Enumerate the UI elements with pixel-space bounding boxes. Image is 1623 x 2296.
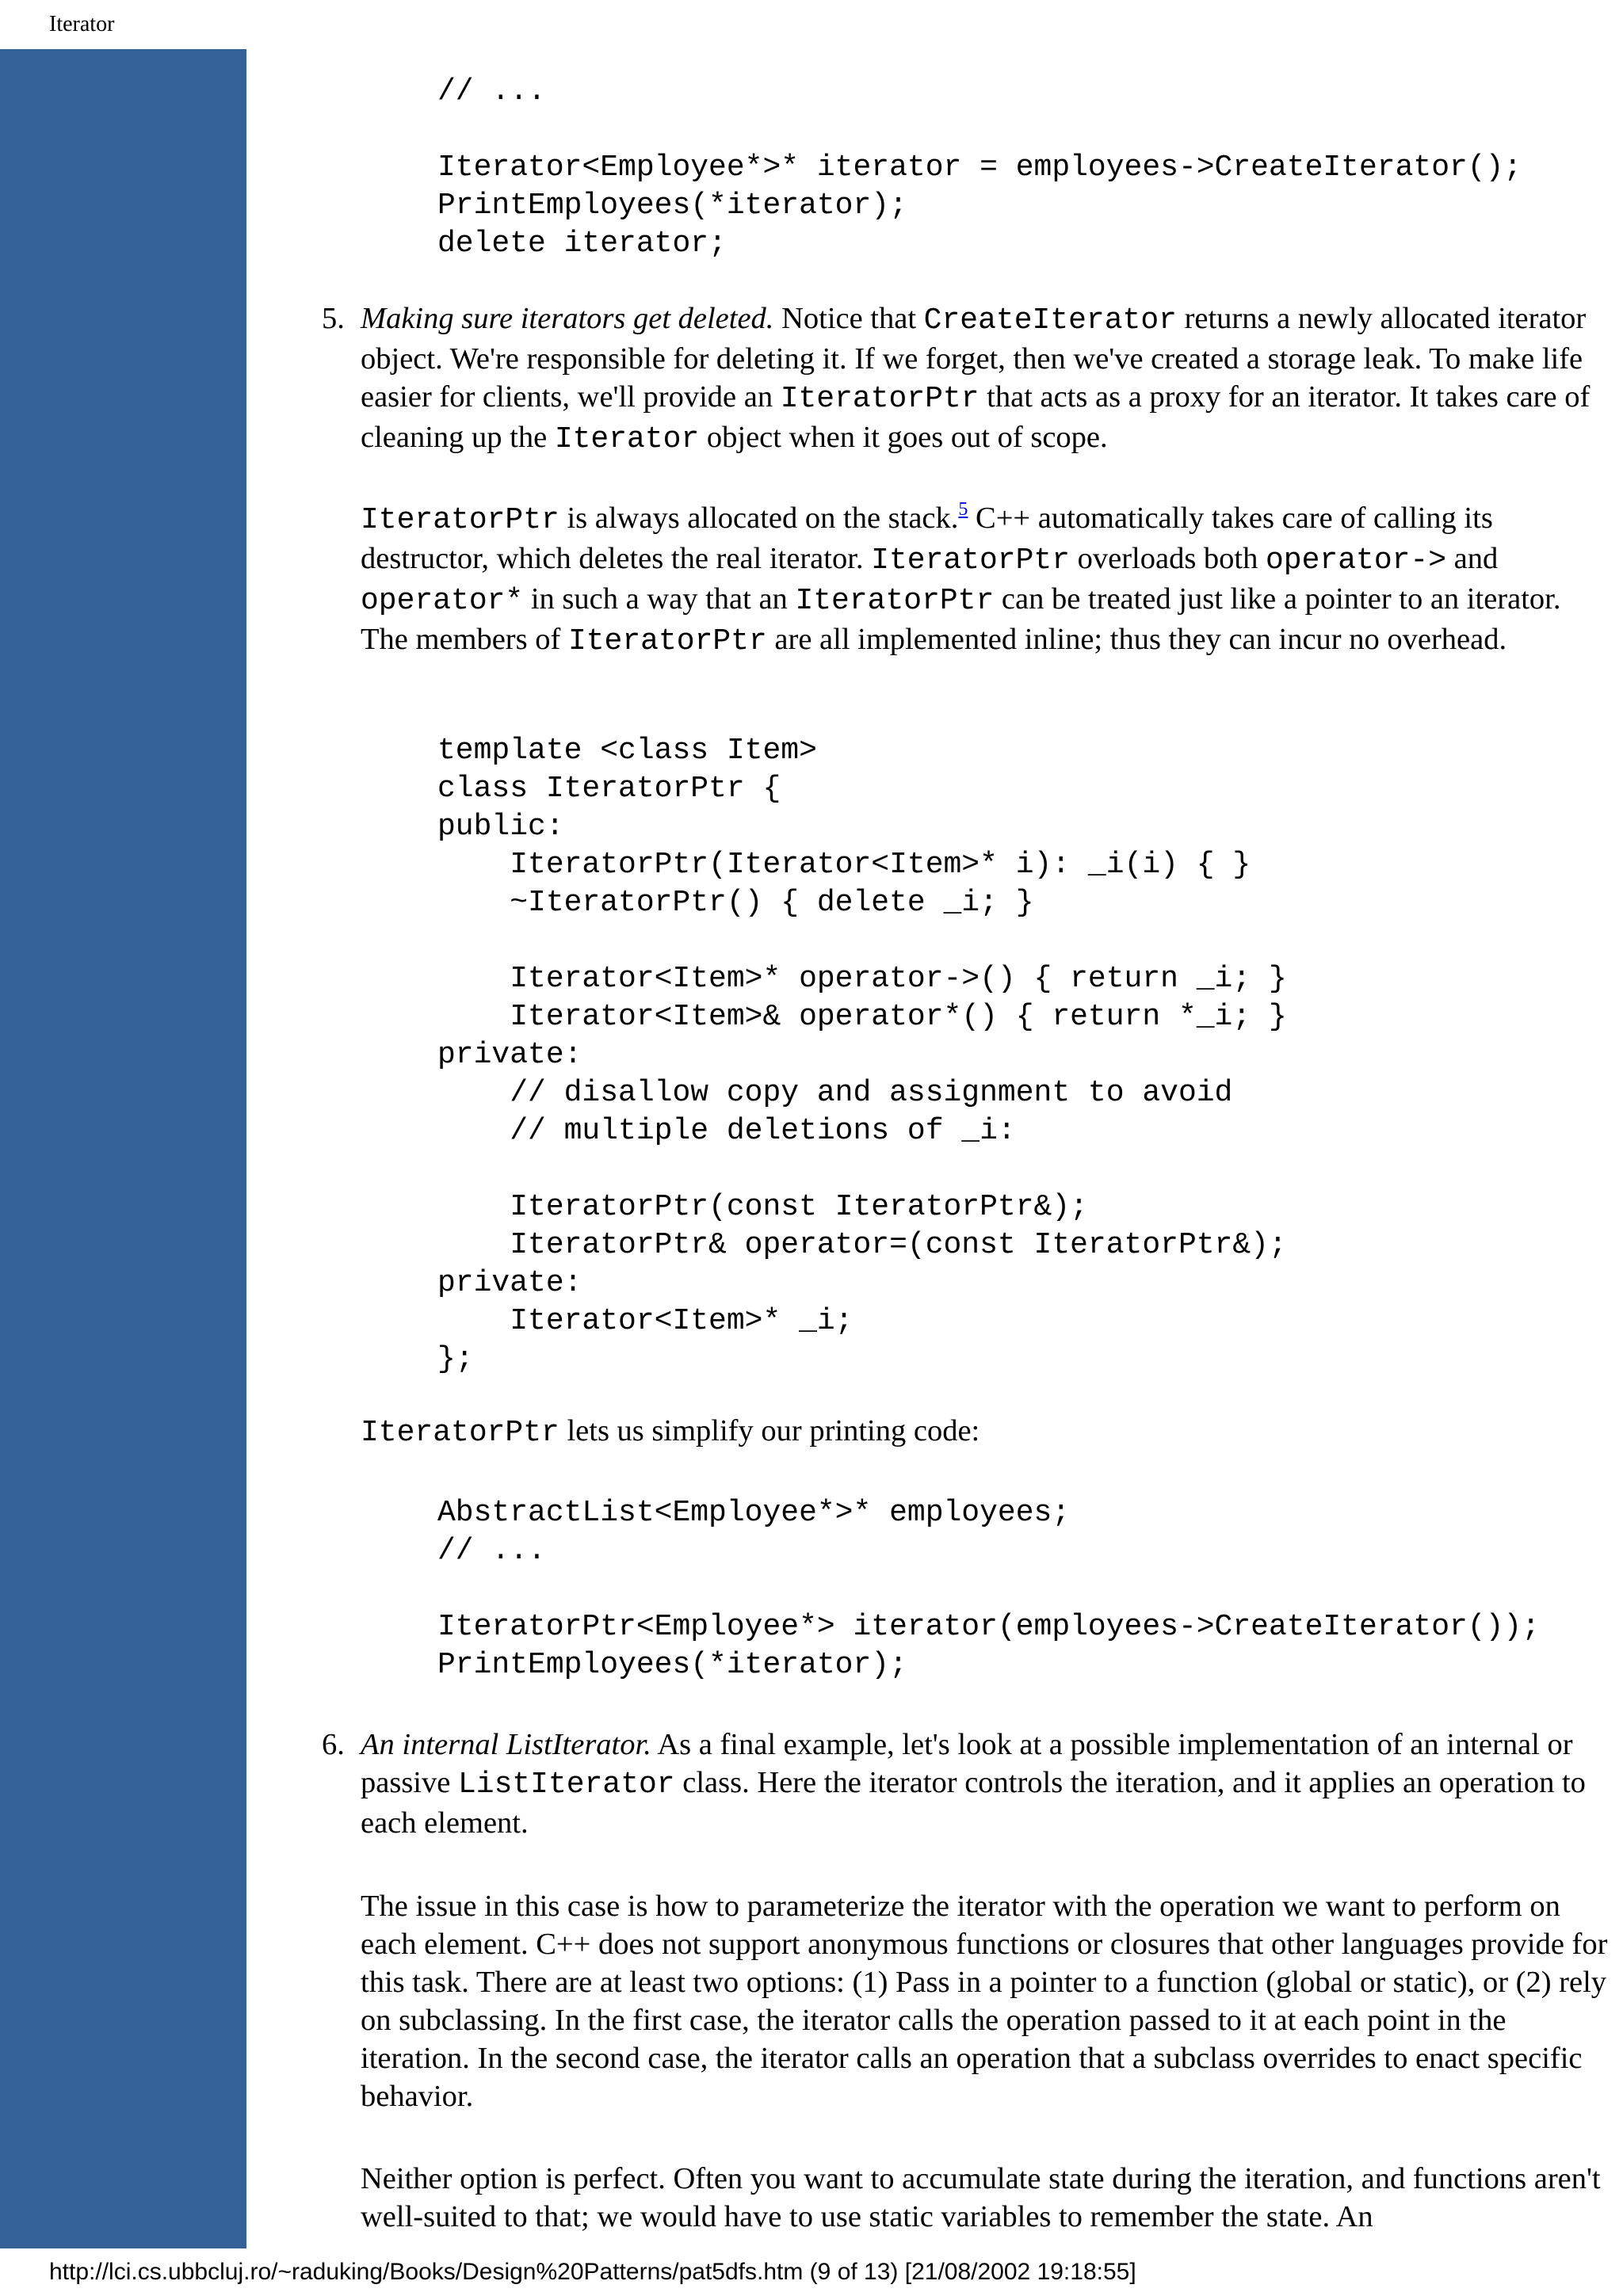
footnote-5-link[interactable]: 5	[958, 499, 968, 520]
item6-paragraph	[361, 1726, 1613, 1842]
item5-title: Making sure iterators get deleted.	[361, 302, 774, 335]
text-run: can be treated just like a pointer to an iterator. The members of	[361, 582, 1561, 656]
item5-paragraph	[361, 299, 1613, 459]
list-number-6: 6.	[322, 1728, 345, 1761]
text-run: class. Here the iterator controls the iteration, and it applies an operation to each element.	[361, 1766, 1586, 1840]
list-number-5: 5.	[322, 302, 345, 335]
code-inline: ListIterator	[457, 1768, 675, 1802]
code-inline: IteratorPtr	[871, 543, 1070, 578]
code-inline: Iterator	[554, 422, 700, 456]
text-run: C++ automatically takes care of calling its destructor, which deletes the real iterator.	[361, 502, 1493, 575]
text-run: and	[1446, 542, 1499, 575]
code-block-iterator-usage: // ... Iterator<Employee*>* iterator = employees->CreateIterator(); PrintEmployees(*iterator); delete iterator;	[437, 74, 1522, 261]
page-header-title: Iterator	[49, 12, 115, 36]
text-run: object when it goes out of scope.	[699, 421, 1108, 454]
iteratorptr-paragraph	[361, 499, 1613, 661]
code-inline: operator->	[1266, 543, 1447, 578]
text-run: returns a newly allocated iterator object. We're responsible for deleting it. If we forget, then we've created a storage leak. To make life easier for clients, we'll provide an	[361, 302, 1587, 414]
text-run: lets us simplify our printing code:	[559, 1414, 980, 1447]
code-block-printing: AbstractList<Employee*>* employees; // ... IteratorPtr<Employee*> iterator(employees->CreateIterator()); PrintEmployees(*iterator);	[437, 1496, 1541, 1682]
code-inline: IteratorPtr	[780, 382, 980, 416]
code-inline: CreateIterator	[923, 303, 1177, 338]
simplify-paragraph	[361, 1412, 1613, 1452]
item6-title: An internal ListIterator.	[361, 1728, 651, 1761]
text-run: As a final example, let's look at a possible implementation of an internal or passive	[361, 1728, 1573, 1799]
code-block-iteratorptr-class: template <class Item> class IteratorPtr { public: IteratorPtr(Iterator<Item>* i): _i(i) { } ~IteratorPtr() { delete _i; } Iterator<Item>* operator->() { return _i; } Iterator<Item>& operator*() { return *_i; } private: // disallow copy and assignment to avoid // multiple deletions of _i: IteratorPtr(const IteratorPtr&); IteratorPtr& operator=(const IteratorPtr&); private: Iterator<Item>* _i; };	[437, 734, 1287, 1376]
text-run: are all implemented inline; thus they can incur no overhead.	[766, 623, 1507, 656]
text-run: in such a way that an	[523, 582, 796, 616]
code-inline: IteratorPtr	[795, 584, 995, 618]
code-inline: IteratorPtr	[361, 503, 559, 537]
text-run: overloads both	[1070, 542, 1266, 575]
text-run: Notice that	[773, 302, 924, 335]
text-run: is always allocated on the stack.	[559, 502, 959, 535]
footer-url-text: http://lci.cs.ubbcluj.ro/~raduking/Books/Design%20Patterns/pat5dfs.htm (9 of 13) [21/08/2002 19:18:55]	[49, 2259, 1136, 2285]
code-inline: IteratorPtr	[361, 1416, 559, 1450]
code-inline: operator*	[361, 584, 524, 618]
text-run: that acts as a proxy for an iterator. It takes care of cleaning up the	[361, 380, 1591, 454]
left-sidebar-band	[0, 49, 246, 2248]
issue-paragraph: The issue in this case is how to parameterize the iterator with the operation we want to perform on each element. C++ does not support anonymous functions or closures that other languages provide for this task. There are at least two options: (1) Pass in a pointer to a function (global or static), or (2) rely on subclassing. In the first case, the iterator calls the operation passed to it at each point in the iteration. In the second case, the iterator calls an operation that a subclass overrides to enact specific behavior.	[361, 1890, 1608, 2113]
neither-paragraph: Neither option is perfect. Often you want to accumulate state during the iteration, and functions aren't well-suited to that; we would have to use static variables to remember the state. An	[361, 2162, 1601, 2233]
code-inline: IteratorPtr	[567, 624, 767, 658]
